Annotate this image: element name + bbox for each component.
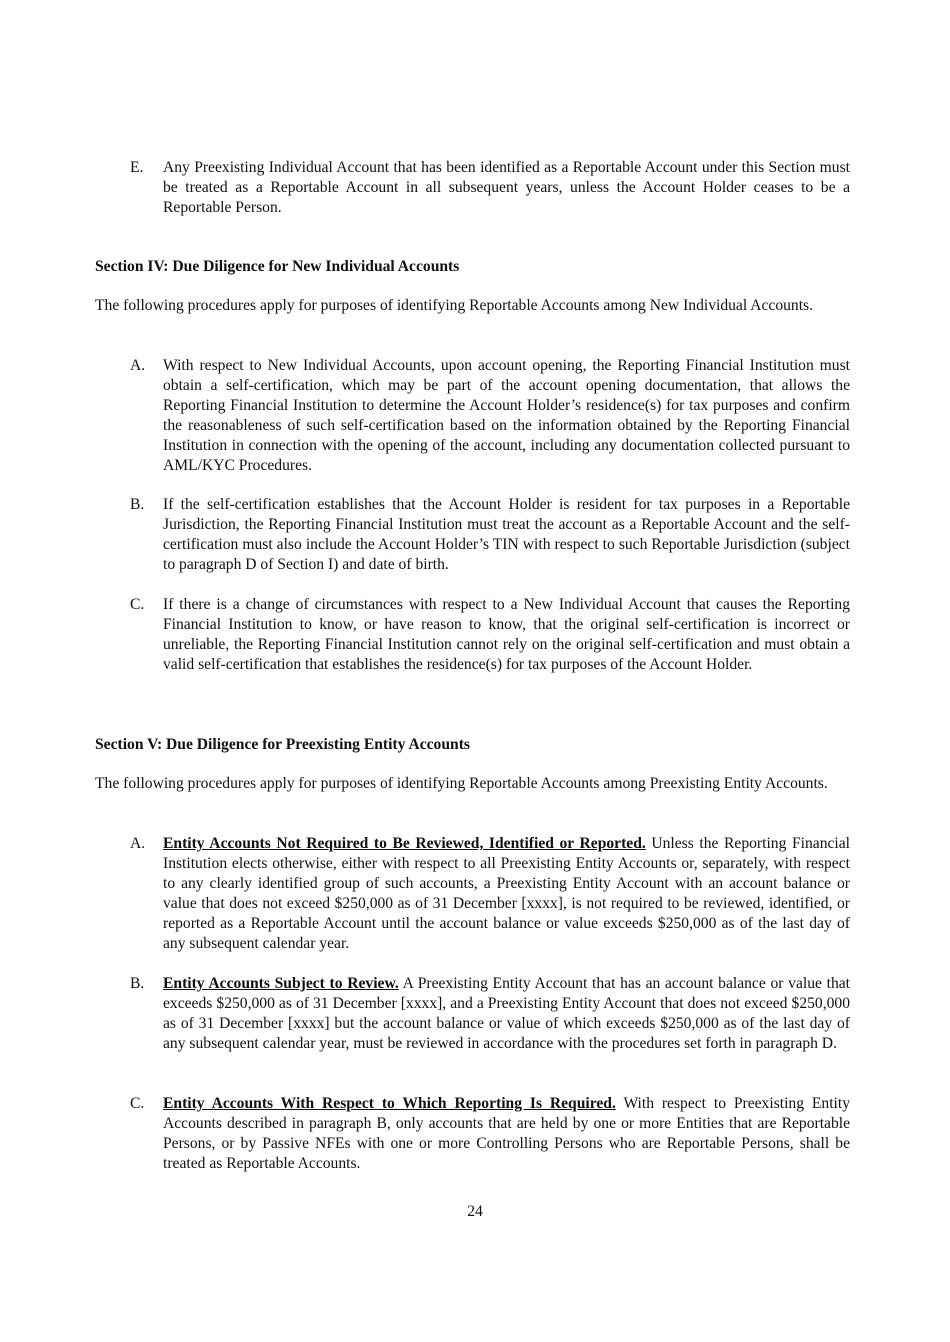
item-body: With respect to Preexisting Entity Accounts described in paragraph B, only accounts that are held by one or more Entities that are Reportable Persons, or by Passive NFEs with one or more Controlling Persons who are Reportable Persons, shall be treated as Reportable Accounts. (163, 1095, 850, 1172)
item-text: If there is a change of circumstances with respect to a New Individual Account that causes the Reporting Financial Institution to know, or have reason to know, that the original self-certification is incorrect or unreliable, the Reporting Financial Institution cannot rely on the original self-certification and must obtain a valid self-certification that establishes the residence(s) for tax purposes of the Account Holder. (163, 596, 850, 673)
section-iv-heading: Section IV: Due Diligence for New Individual Accounts (95, 258, 460, 275)
item-lead: Entity Accounts Not Required to Be Reviewed, Identified or Reported. (163, 835, 646, 852)
list-item-v-a (130, 834, 850, 954)
item-letter: E. (130, 159, 144, 176)
item-lead: Entity Accounts With Respect to Which Reporting Is Required. (163, 1095, 616, 1112)
list-item-iv-a (130, 356, 850, 476)
list-item-v-b (130, 974, 850, 1054)
list-item-iv-b (130, 495, 850, 575)
page-number: 24 (467, 1203, 483, 1220)
section-v-intro: The following procedures apply for purposes of identifying Reportable Accounts among Preexisting Entity Accounts. (95, 775, 828, 792)
section-v-heading: Section V: Due Diligence for Preexisting Entity Accounts (95, 736, 470, 753)
list-item-iv-c (130, 595, 850, 675)
item-text (163, 974, 850, 1054)
section-iv-intro: The following procedures apply for purposes of identifying Reportable Accounts among New Individual Accounts. (95, 297, 814, 314)
item-letter: A. (130, 835, 146, 852)
item-letter: B. (130, 496, 145, 513)
item-lead: Entity Accounts Subject to Review. (163, 975, 399, 992)
item-text: Any Preexisting Individual Account that has been identified as a Reportable Account under this Section must be treated as a Reportable Account in all subsequent years, unless the Account Holder ceases to be a Reportable Person. (163, 159, 850, 216)
item-body: Unless the Reporting Financial Institution elects otherwise, either with respect to all Preexisting Entity Accounts or, separately, with respect to any clearly identified group of such accounts, a Preexisting Entity Account with an account balance or value that does not exceed $250,000 as of 31 December [xxxx], is not required to be reviewed, identified, or reported as a Reportable Account until the account balance or value exceeds $250,000 as of the last day of any subsequent calendar year. (163, 835, 850, 952)
item-text (163, 834, 850, 954)
item-text: If the self-certification establishes that the Account Holder is resident for tax purposes in a Reportable Jurisdiction, the Reporting Financial Institution must treat the account as a Reportable Account and the self-certification must also include the Account Holder’s TIN with respect to such Reportable Jurisdiction (subject to paragraph D of Section I) and date of birth. (163, 496, 850, 573)
item-text (163, 1094, 850, 1174)
list-item-e (130, 158, 850, 218)
item-letter: A. (130, 357, 146, 374)
item-letter: C. (130, 596, 145, 613)
item-letter: C. (130, 1095, 145, 1112)
list-item-v-c (130, 1094, 850, 1174)
item-text: With respect to New Individual Accounts, upon account opening, the Reporting Financial Institution must obtain a self-certification, which may be part of the account opening documentation, that allows the Reporting Financial Institution to determine the Account Holder’s residence(s) for tax purposes and confirm the reasonableness of such self-certification based on the information obtained by the Reporting Financial Institution in connection with the opening of the account, including any documentation collected pursuant to AML/KYC Procedures. (163, 357, 850, 474)
item-body: A Preexisting Entity Account that has an account balance or value that exceeds $250,000 as of 31 December [xxxx], and a Preexisting Entity Account that does not exceed $250,000 as of 31 December [xxxx] but the account balance or value of which exceeds $250,000 as of the last day of any subsequent calendar year, must be reviewed in accordance with the procedures set forth in paragraph D. (163, 975, 850, 1052)
item-letter: B. (130, 975, 145, 992)
